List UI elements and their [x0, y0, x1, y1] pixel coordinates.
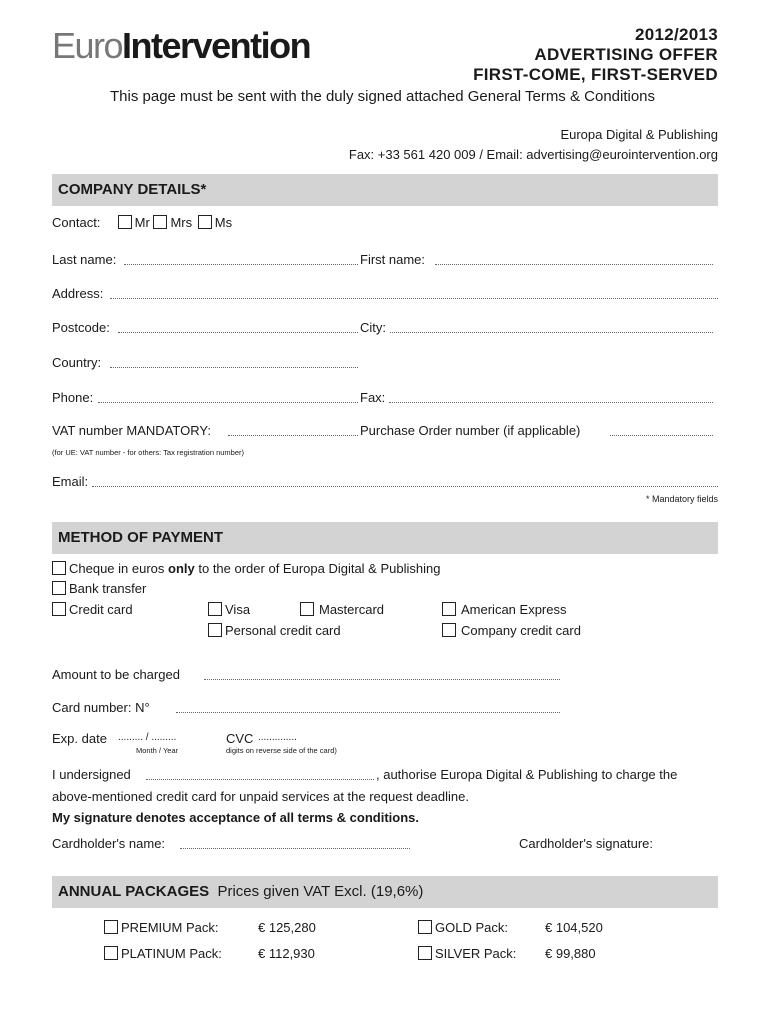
premium-pack-price: € 125,280	[258, 920, 316, 935]
gold-pack-option[interactable]: GOLD Pack:	[418, 920, 508, 935]
country-field[interactable]	[110, 367, 358, 368]
first-name-label: First name:	[360, 252, 426, 267]
personal-card-option[interactable]: Personal credit card	[208, 623, 341, 638]
card-number-field[interactable]	[176, 712, 560, 713]
country-label: Country:	[52, 355, 102, 370]
silver-pack-checkbox[interactable]	[418, 946, 432, 960]
contact-row: Contact: Mr Mrs Ms	[52, 215, 233, 230]
vat-note: (for UE: VAT number - for others: Tax registration number)	[52, 448, 245, 457]
authorise-text-2: above-mentioned credit card for unpaid services at the request deadline.	[52, 789, 469, 804]
header-advertising-offer: ADVERTISING OFFER	[534, 45, 718, 64]
last-name-label: Last name:	[52, 252, 117, 267]
city-label: City:	[360, 320, 386, 335]
email-label: Email:	[52, 474, 89, 489]
bank-option[interactable]: Bank transfer	[52, 581, 146, 596]
vat-label: VAT number MANDATORY:	[52, 423, 211, 438]
company-name: Europa Digital & Publishing	[560, 127, 718, 142]
cardholder-signature-label: Cardholder's signature:	[519, 836, 653, 851]
mr-checkbox[interactable]	[118, 215, 132, 229]
po-label: Purchase Order number (if applicable)	[360, 423, 581, 438]
eurointervention-logo: EuroIntervention	[52, 25, 311, 66]
personal-card-checkbox[interactable]	[208, 623, 222, 637]
contact-label: Contact:	[52, 215, 101, 230]
cvc-label: CVC	[226, 731, 254, 746]
premium-pack-checkbox[interactable]	[104, 920, 118, 934]
silver-pack-option[interactable]: SILVER Pack:	[418, 946, 516, 961]
amex-option[interactable]: American Express	[442, 602, 566, 617]
platinum-pack-price: € 112,930	[258, 946, 315, 961]
amount-label: Amount to be charged	[52, 667, 180, 682]
fax-email: Fax: +33 561 420 009 / Email: advertising@eurointervention.org	[348, 147, 718, 162]
fax-label: Fax:	[360, 390, 386, 405]
visa-option[interactable]: Visa	[208, 602, 250, 617]
cheque-checkbox[interactable]	[52, 561, 66, 575]
silver-pack-price: € 99,880	[545, 946, 596, 961]
mrs-checkbox[interactable]	[153, 215, 167, 229]
fax-field[interactable]	[389, 402, 713, 403]
company-card-checkbox[interactable]	[442, 623, 456, 637]
header-first-come: FIRST-COME, FIRST-SERVED	[473, 65, 718, 84]
mastercard-checkbox[interactable]	[300, 602, 314, 616]
po-field[interactable]	[610, 435, 713, 436]
amex-checkbox[interactable]	[442, 602, 456, 616]
credit-option[interactable]: Credit card	[52, 602, 133, 617]
phone-label: Phone:	[52, 390, 94, 405]
postcode-field[interactable]	[118, 332, 358, 333]
visa-checkbox[interactable]	[208, 602, 222, 616]
credit-checkbox[interactable]	[52, 602, 66, 616]
amount-field[interactable]	[204, 679, 560, 680]
last-name-field[interactable]	[124, 264, 358, 265]
company-details-header: COMPANY DETAILS*	[52, 174, 718, 206]
month-year-note: Month / Year	[136, 746, 179, 755]
city-field[interactable]	[390, 332, 713, 333]
vat-field[interactable]	[228, 435, 358, 436]
postcode-label: Postcode:	[52, 320, 110, 335]
undersigned-field[interactable]	[146, 779, 374, 780]
payment-header: METHOD OF PAYMENT	[52, 522, 718, 554]
platinum-pack-option[interactable]: PLATINUM Pack:	[104, 946, 222, 961]
authorise-text: , authorise Europa Digital & Publishing to charge the	[376, 767, 678, 782]
packages-header: ANNUAL PACKAGES Prices given VAT Excl. (19,6%)	[52, 876, 718, 908]
company-card-option[interactable]: Company credit card	[442, 623, 581, 638]
cvc-field[interactable]: ..............	[258, 732, 297, 743]
exp-date-field[interactable]: ......... / .........	[118, 732, 177, 743]
bank-checkbox[interactable]	[52, 581, 66, 595]
gold-pack-price: € 104,520	[545, 920, 603, 935]
platinum-pack-checkbox[interactable]	[104, 946, 118, 960]
cardholder-name-field[interactable]	[180, 848, 410, 849]
gold-pack-checkbox[interactable]	[418, 920, 432, 934]
address-field[interactable]	[110, 298, 718, 299]
acceptance-text: My signature denotes acceptance of all terms & conditions.	[52, 810, 419, 825]
phone-field[interactable]	[98, 402, 358, 403]
mastercard-option[interactable]: Mastercard	[300, 602, 384, 617]
card-number-label: Card number: N°	[52, 700, 150, 715]
cvc-note: digits on reverse side of the card)	[226, 746, 337, 755]
cheque-option[interactable]: Cheque in euros only to the order of Europa Digital & Publishing	[52, 561, 440, 576]
exp-date-label: Exp. date	[52, 731, 107, 746]
undersigned-label: I undersigned	[52, 767, 131, 782]
ms-checkbox[interactable]	[198, 215, 212, 229]
address-label: Address:	[52, 286, 104, 301]
mandatory-note: * Mandatory fields	[645, 494, 718, 504]
cardholder-name-label: Cardholder's name:	[52, 836, 166, 851]
header-year: 2012/2013	[634, 25, 718, 44]
first-name-field[interactable]	[435, 264, 713, 265]
premium-pack-option[interactable]: PREMIUM Pack:	[104, 920, 219, 935]
page-subtitle: This page must be sent with the duly signed attached General Terms & Conditions	[110, 88, 656, 105]
email-field[interactable]	[92, 486, 718, 487]
